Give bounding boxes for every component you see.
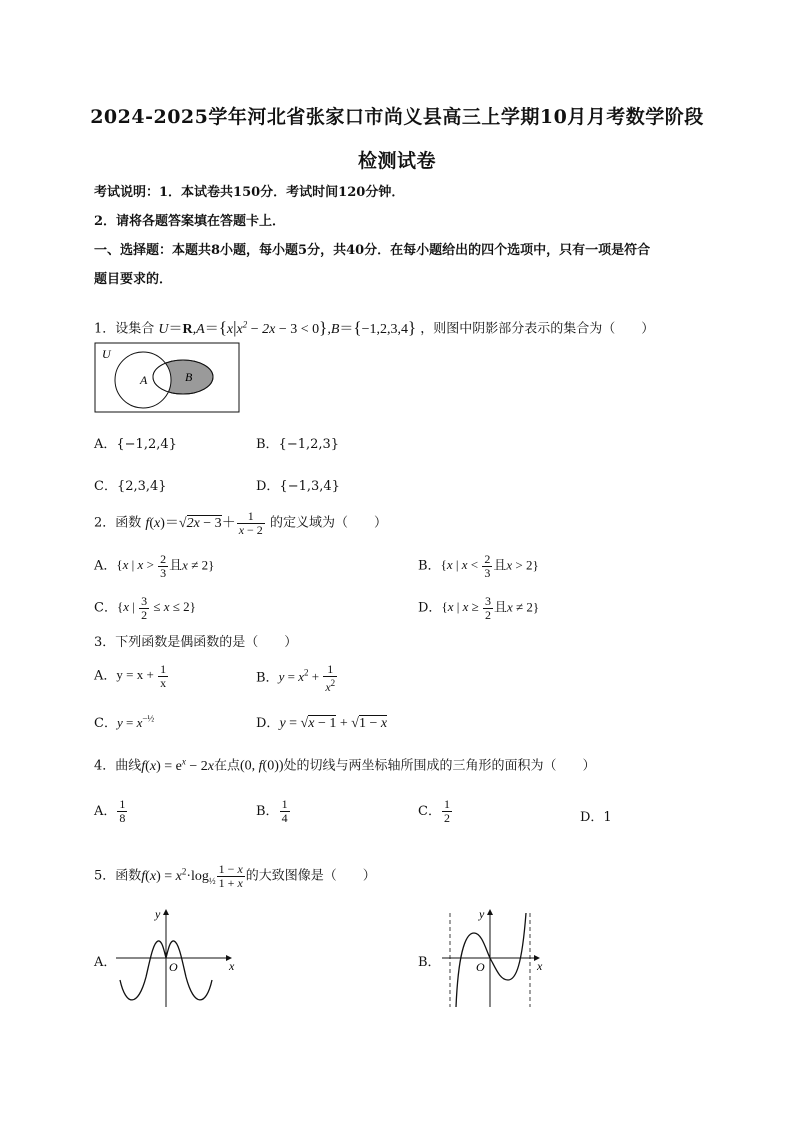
q5-graph-a[interactable]: [110, 905, 235, 1010]
q4-option-b[interactable]: B． $\frac{1}{4}$: [256, 797, 288, 825]
section-heading: 一、选择题：本题共8小题，每小题5分，共40分．在每小题给出的四个选项中，只有一项是符合: [94, 243, 651, 258]
q1-prefix: 1．设集合: [94, 321, 155, 337]
q2-option-b[interactable]: B．{x | x < $\frac{2}{3}$ 且x > 2}: [418, 552, 539, 580]
question-1-stem: [94, 315, 654, 339]
q5-option-b-label[interactable]: B．: [418, 955, 441, 970]
venn-label-a: A: [140, 373, 148, 387]
q2-option-d[interactable]: D．{x | x ≥ $\frac{3}{2}$ 且x ≠ 2}: [418, 594, 540, 622]
q1-option-a[interactable]: A．{−1,2,4}: [94, 437, 177, 452]
q1-option-b[interactable]: B．{−1,2,3}: [256, 437, 340, 452]
curve-b: [456, 913, 526, 1007]
origin-label: O: [476, 960, 485, 974]
instruction-line1: 考试说明：1．本试卷共150分．考试时间120分钟．: [94, 185, 405, 200]
q1-suffix: ，则图中阴影部分表示的集合为（ ）: [420, 321, 655, 337]
q2-suffix: 的定义域为（ ）: [269, 515, 387, 531]
question-3-stem: 3．下列函数是偶函数的是（ ）: [94, 635, 298, 650]
instruction-line2: 2．请将各题答案填在答题卡上．: [94, 214, 286, 229]
q5-option-a-label[interactable]: A．: [94, 955, 117, 970]
y-axis-arrow: [163, 909, 169, 915]
q1-option-d[interactable]: D．{−1,3,4}: [256, 479, 340, 494]
venn-label-u: U: [102, 347, 111, 361]
question-4-stem: 4．曲线$f(x) = e^x - 2x$在点(0, f(0))处的切线与两坐标轴所围成的三角形的面积为（ ）: [94, 756, 596, 774]
y-axis-label: y: [479, 907, 485, 921]
q1-option-c[interactable]: C．{2,3,4}: [94, 479, 167, 494]
q4-option-a[interactable]: A． $\frac{1}{8}$: [94, 797, 126, 825]
y-axis-label: y: [155, 907, 161, 921]
page-title-line2: 检测试卷: [357, 150, 436, 172]
page-title: 2024-2025学年河北省张家口市尚义县高三上学期10月月考数学阶段: [90, 106, 704, 128]
x-axis-label: x: [537, 959, 543, 973]
origin-label: O: [169, 960, 178, 974]
q2-option-a[interactable]: A．{x | x > $\frac{2}{3}$ 且x ≠ 2}: [94, 552, 215, 580]
y-axis-arrow: [487, 909, 493, 915]
q2-prefix: 2．函数: [94, 515, 142, 531]
question-5-stem: 5．函数$f(x) = x^2\cdot\log_{\frac{1}{2}}$ $\frac{1 - x}{1 + x}$ 的大致图像是（ ）: [94, 861, 376, 890]
q2-option-c[interactable]: C．{x | $\frac{3}{2}$ ≤ x ≤ 2}: [94, 594, 196, 622]
x-axis-label: x: [229, 959, 235, 973]
venn-label-b: B: [185, 370, 193, 384]
q4-option-c[interactable]: C． $\frac{1}{2}$: [418, 797, 450, 825]
q4-option-d[interactable]: D．1: [580, 810, 612, 825]
q1-formula: $U=R,A=\{x|x^2 - 2x - 3 < 0\},B=\{-1,2,3,4\}$: [158, 317, 417, 337]
section-heading-line2: 题目要求的．: [94, 272, 173, 287]
venn-diagram: [94, 342, 241, 414]
q3-option-a[interactable]: A．y = x + $\frac{1}{x}$: [94, 662, 167, 690]
q3-option-d[interactable]: D．y = √x − 1 + √1 − x: [256, 716, 388, 731]
q2-formula: f(x)＝√2x − 3＋ $\frac{1}{x - 2}$: [145, 509, 263, 537]
q3-option-b[interactable]: B．$y = x^2$ + $\frac{1}{x^2}$: [256, 662, 336, 694]
question-2-stem: [94, 510, 387, 537]
q5-graph-b[interactable]: [436, 905, 561, 1010]
q3-option-c[interactable]: C．$y = x^{-\frac{1}{2}}$: [94, 713, 155, 731]
